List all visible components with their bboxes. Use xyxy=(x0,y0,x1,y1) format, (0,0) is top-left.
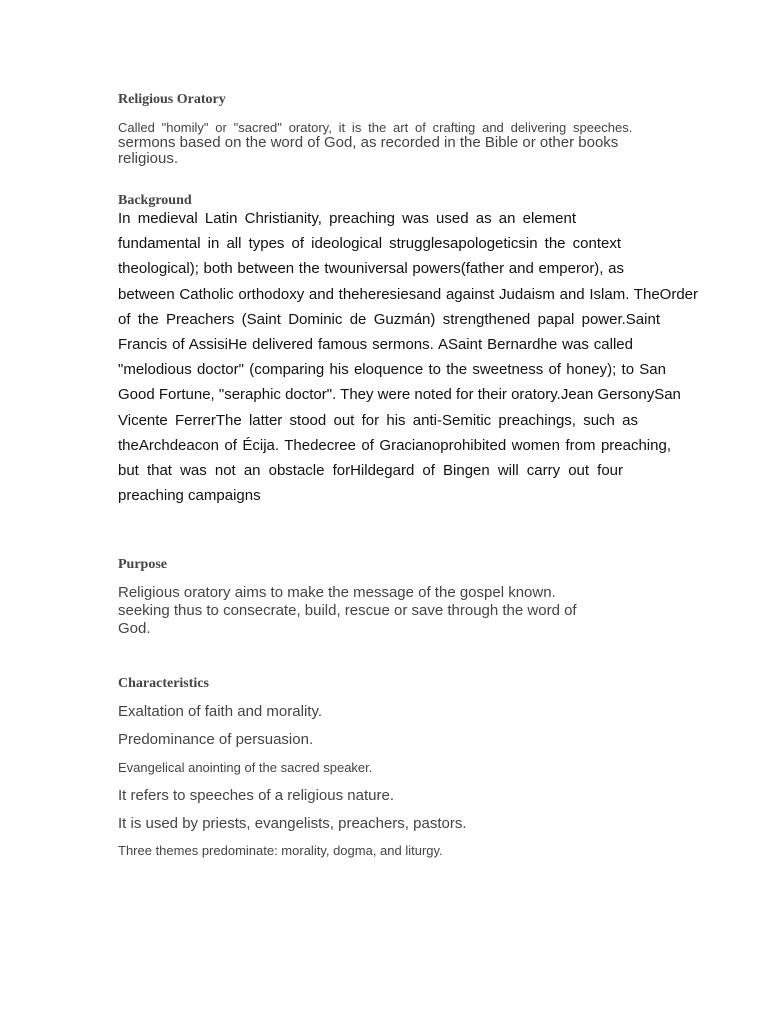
background-line-1: In medieval Latin Christianity, preaching was used as an element xyxy=(118,210,576,227)
intro-line-3: religious. xyxy=(118,150,179,167)
background-line-4: between Catholic orthodoxy and theheresiesand against Judaism and Islam. TheOrder xyxy=(118,285,698,303)
purpose-line-1: Religious oratory aims to make the message of the gospel known. xyxy=(118,584,556,601)
background-line-7: "melodious doctor" (comparing his eloquence to the sweetness of honey); to San xyxy=(118,361,666,379)
background-line-5: of the Preachers (Saint Dominic de Guzmán) strengthened papal power.Saint xyxy=(118,310,660,328)
background-line-11: but that was not an obstacle forHildegard of Bingen will carry out four xyxy=(118,461,623,479)
background-heading: Background xyxy=(118,193,192,208)
background-line-9: Vicente FerrerThe latter stood out for his anti-Semitic preachings, such as xyxy=(118,411,638,429)
background-line-6: Francis of AssisiHe delivered famous sermons. ASaint Bernardhe was called xyxy=(118,335,633,353)
intro-line-1: Called "homily" or "sacred" oratory, it is the art of crafting and delivering speeches. xyxy=(118,120,633,135)
characteristic-item: Exaltation of faith and morality. xyxy=(118,703,322,720)
purpose-paragraph xyxy=(118,584,577,638)
characteristic-item: Evangelical anointing of the sacred speaker. xyxy=(118,760,373,775)
characteristics-heading: Characteristics xyxy=(118,676,209,691)
characteristic-item: Three themes predominate: morality, dogma, and liturgy. xyxy=(118,843,443,858)
intro-paragraph xyxy=(118,120,632,167)
purpose-line-2: seeking thus to consecrate, build, rescue or save through the word of xyxy=(118,602,577,619)
characteristic-item: It refers to speeches of a religious nature. xyxy=(118,787,394,804)
purpose-heading: Purpose xyxy=(118,557,167,572)
background-line-10: theArchdeacon of Écija. Thedecree of Gracianoprohibited women from preaching, xyxy=(118,436,671,454)
background-paragraph xyxy=(118,206,700,508)
title-heading: Religious Oratory xyxy=(118,92,226,107)
purpose-line-3: God. xyxy=(118,620,151,637)
characteristic-item: It is used by priests, evangelists, preachers, pastors. xyxy=(118,815,467,832)
background-line-2: fundamental in all types of ideological strugglesapologeticsin the context xyxy=(118,235,621,253)
characteristic-item: Predominance of persuasion. xyxy=(118,731,314,748)
background-line-3: theological); both between the twouniversal powers(father and emperor), as xyxy=(118,260,624,278)
background-line-8: Good Fortune, "seraphic doctor". They were noted for their oratory.Jean GersonySan xyxy=(118,386,681,404)
background-line-12: preaching campaigns xyxy=(118,487,261,505)
intro-line-2: sermons based on the word of God, as recorded in the Bible or other books xyxy=(118,134,619,151)
